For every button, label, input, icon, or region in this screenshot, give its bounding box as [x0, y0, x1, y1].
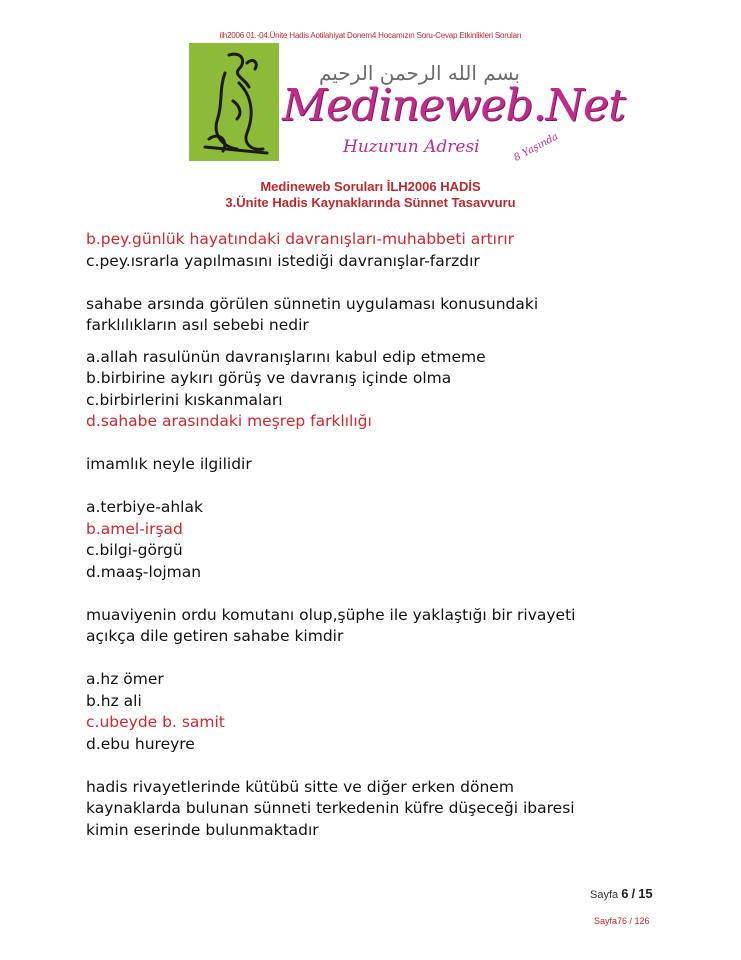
answer-option-correct: c.ubeyde b. samit [86, 713, 225, 731]
document-header-line: ilh2006 01.-04.Ünite Hadis Aotilahiyat Donem4 Hocamızın Soru-Cevap Etkinlikleri Soruları [219, 31, 522, 40]
document-title: Medineweb Soruları İLH2006 HADİS [260, 179, 481, 194]
answer-option: c.bilgi-görgü [86, 541, 183, 559]
page-number [590, 886, 653, 901]
question-text: açıkça dile getiren sahabe kimdir [86, 627, 344, 645]
brand-wordmark: Medineweb.Net [282, 80, 625, 131]
question-text: kaynaklarda bulunan sünneti terkedenin küfre düşeceği ibaresi [86, 799, 575, 817]
page-total: 15 [638, 886, 653, 901]
question-text: farklılıkların asıl sebebi nedir [86, 316, 309, 334]
question-text: kimin eserinde bulunmaktadır [86, 820, 319, 839]
answer-option: c.birbirlerini kıskanmaları [86, 390, 283, 409]
document-subtitle: 3.Ünite Hadis Kaynaklarında Sünnet Tasavvuru [225, 195, 516, 210]
anniversary-badge: 8 Yaşında [512, 131, 561, 164]
page-label: Sayfa [590, 889, 619, 901]
answer-option: a.terbiye-ahlak [86, 498, 203, 516]
answer-option-correct: b.pey.günlük hayatındaki davranışları-muhabbeti artırır [86, 230, 515, 248]
overall-page-counter: Sayfa76 / 126 [594, 916, 650, 926]
answer-option: b.hz ali [86, 691, 142, 710]
brand-tagline: Huzurun Adresi [343, 137, 480, 157]
page-separator: / [631, 886, 636, 901]
answer-option: a.hz ömer [86, 670, 164, 688]
answer-option: c.pey.ısrarla yapılmasını istediği davranışlar-farzdır [86, 251, 480, 270]
page-current: 6 [621, 886, 629, 901]
answer-option: b.birbirine aykırı görüş ve davranış içinde olma [86, 369, 452, 387]
calligraphy-figure-icon [189, 43, 279, 161]
svg-text:بسم الله الرحمن الرحيم: بسم الله الرحمن الرحيم [318, 61, 520, 85]
answer-option: a.allah rasulünün davranışlarını kabul edip etmeme [86, 347, 486, 366]
answer-option: d.ebu hureyre [86, 734, 195, 753]
calligraphy-logo-image [189, 43, 279, 161]
question-text: muaviyenin ordu komutanı olup,şüphe ile yaklaştığı bir rivayeti [86, 605, 576, 624]
question-text: sahabe arsında görülen sünnetin uygulaması konusundaki [86, 294, 539, 313]
question-text: hadis rivayetlerinde kütübü sitte ve diğer erken dönem [86, 777, 514, 796]
question-list [86, 229, 706, 841]
answer-option-correct: b.amel-irşad [86, 519, 183, 538]
answer-option-correct: d.sahabe arasındaki meşrep farklılığı [86, 412, 372, 430]
question-text: imamlık neyle ilgilidir [86, 455, 252, 473]
answer-option: d.maaş-lojman [86, 562, 202, 581]
